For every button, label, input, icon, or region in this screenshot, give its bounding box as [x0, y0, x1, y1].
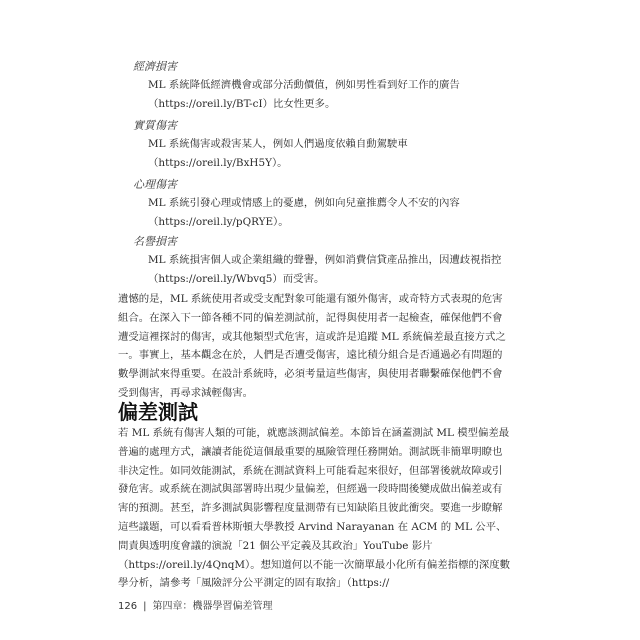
body-paragraph-bias-testing: 若 ML 系統有傷害人類的可能，就應該測試偏差。本節旨在涵蓋測試 ML 模型偏差最普遍的處理方式，讓讀者能從這個最重要的風險管理任務開始。測試既非簡單明瞭也非決定性。如同效能測試，系統在測試資料上可能看起來很好，但部署後就故障或引發危害。或系統在測試與部署時出現少量偏差，但經過一段時間後變成做出偏差或有害的預測。甚至，許多測試與影響程度量測帶有已知缺陷且彼此衝突。要進一步瞭解這些議題，可以看看普林斯頓大學教授 Arvind Narayanan 在 ACM 的 ML 公平、問責與透明度會議的演說「21 個公平定義及其政治」YouTube 影片（https://oreil.ly/4QnqM）。想知道何以不能一次簡單最小化所有偏差指標的深度數學分析，請參考「風險評分公平測定的固有取捨」（https:// — [118, 427, 511, 590]
term-economic-harm: 經濟損害 — [133, 60, 177, 73]
page-number: 126 — [118, 601, 138, 612]
footer-separator: | — [143, 601, 147, 612]
term-reputational-harm: 名譽損害 — [133, 235, 177, 248]
chapter-title: 第四章：機器學習偏差管理 — [152, 601, 273, 612]
term-physical-harm: 實質傷害 — [133, 119, 177, 132]
body-paragraph-harms: 遺憾的是，ML 系統使用者或受支配對象可能還有額外傷害，或奇特方式表現的危害組合。在深入下一節各種不同的偏差測試前，記得與使用者一起檢查，確保他們不會遭受這裡探討的傷害，或其他類型式危害，這或許是追蹤 ML 系統偏差最直接方式之一。事實上，基本觀念在於，人們是否遭受傷害，遠比積分組合是否通過必有問題的數學測試來得重要。在設計系統時，必須考量這些傷害，與使用者聯繫確保他們不會受到傷害，再尋求減輕傷害。 — [118, 293, 506, 399]
page-footer — [118, 597, 272, 612]
section-heading: 偏差測試 — [118, 400, 198, 424]
definition-physical-harm: ML 系統傷害或殺害某人，例如人們過度依賴自動駕駛車（https://oreil.ly/BxH5Y）。 — [148, 138, 408, 169]
definition-psychological-harm: ML 系統引發心理或情感上的憂慮，例如向兒童推薦令人不安的內容（https://oreil.ly/pQRYE）。 — [148, 197, 460, 228]
definition-economic-harm: ML 系統降低經濟機會或部分活動價值，例如男性看到好工作的廣告（https://oreil.ly/BT-cI）比女性更多。 — [148, 79, 460, 110]
definition-reputational-harm: ML 系統損害個人或企業組織的聲譽，例如消費信貸產品推出，因遭歧視指控（https://oreil.ly/Wbvq5）而受害。 — [148, 254, 502, 285]
term-psychological-harm: 心理傷害 — [133, 178, 177, 191]
